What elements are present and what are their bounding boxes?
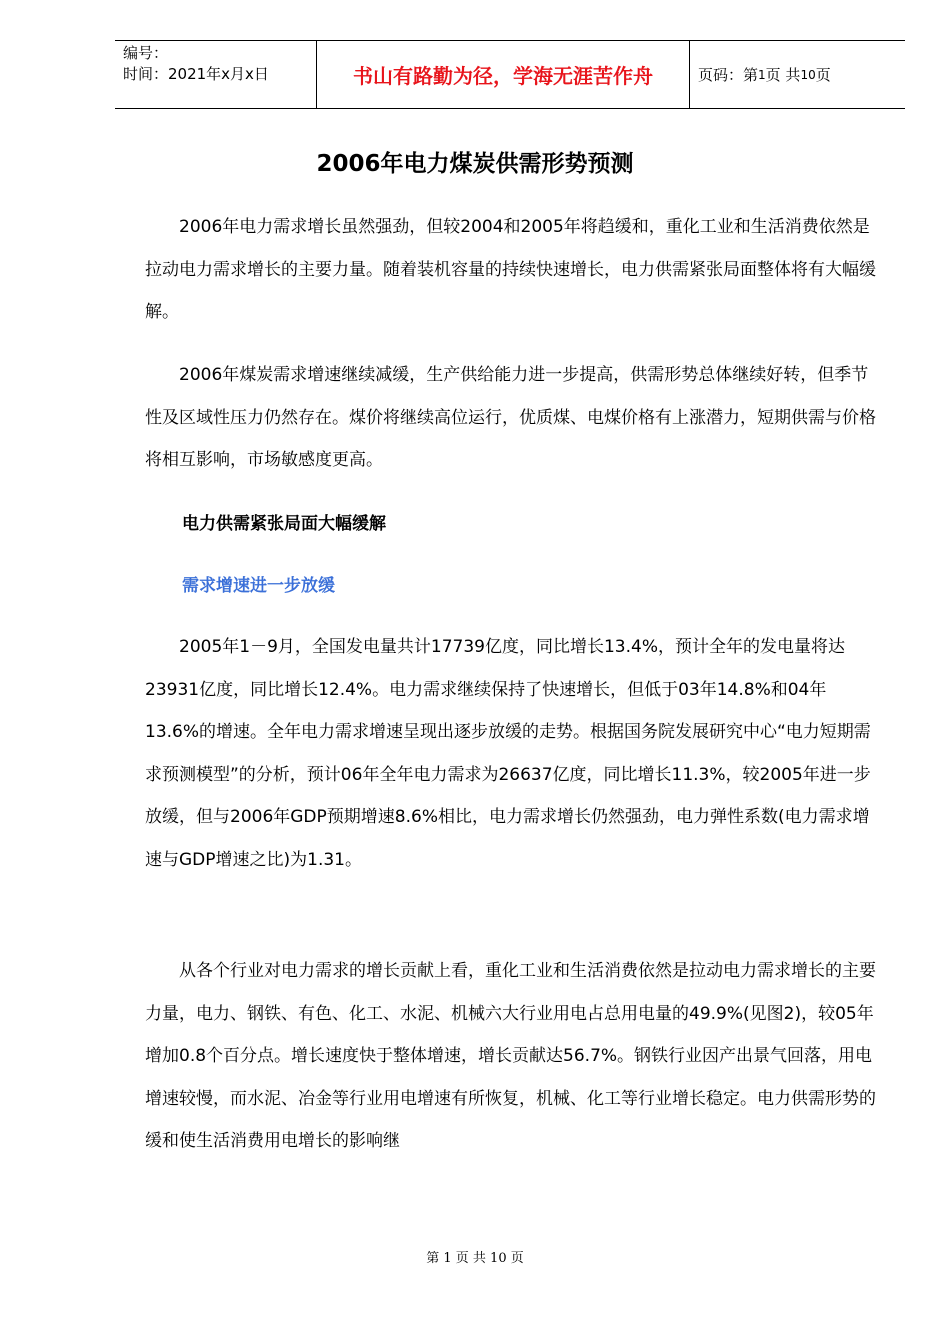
page-suffix: 页 bbox=[815, 66, 831, 84]
page-footer: 第 1 页 共 10 页 bbox=[426, 1251, 524, 1266]
document-title: 2006年电力煤炭供需形势预测 bbox=[316, 151, 634, 177]
paragraph-intro-power: 2006年电力需求增长虽然强劲，但较2004和2005年将趋缓和，重化工业和生活消费依然是拉动电力需求增长的主要力量。随着装机容量的持续快速增长，电力供需紧张局面整体将有大幅缓解。 bbox=[145, 217, 876, 323]
number-label: 编号： bbox=[123, 44, 169, 62]
header-page-info bbox=[690, 41, 905, 108]
section-heading: 电力供需紧张局面大幅缓解 bbox=[182, 514, 386, 534]
page-total: 10 bbox=[800, 67, 816, 82]
page-middle: 页 共 bbox=[765, 66, 801, 84]
time-label: 时间：2021年x月x日 bbox=[123, 65, 269, 83]
document-header bbox=[115, 40, 905, 109]
subsection-heading: 需求增速进一步放缓 bbox=[182, 576, 335, 596]
page-current: 1 bbox=[758, 67, 766, 82]
header-motto: 书山有路勤为径，学海无涯苦作舟 bbox=[316, 41, 690, 108]
paragraph-demand: 2005年1－9月，全国发电量共计17739亿度，同比增长13.4%，预计全年的发电量将达23931亿度，同比增长12.4%。电力需求继续保持了快速增长，但低于03年14.8%和04年13.6%的增速。全年电力需求增速呈现出逐步放缓的走势。根据国务院发展研究中心“电力短期需求预测模型”的分析，预计06年全年电力需求为26637亿度，同比增长11.3%，较2005年进一步放缓，但与2006年GDP预期增速8.6%相比，电力需求增长仍然强劲，电力弹性系数(电力需求增速与GDP增速之比)为1.31。 bbox=[145, 637, 871, 870]
page-prefix: 页码：第 bbox=[698, 66, 759, 84]
paragraph-industry: 从各个行业对电力需求的增长贡献上看，重化工业和生活消费依然是拉动电力需求增长的主要力量，电力、钢铁、有色、化工、水泥、机械六大行业用电占总用电量的49.9%(见图2)，较05年增加0.8个百分点。增长速度快于整体增速，增长贡献达56.7%。钢铁行业因产出景气回落，用电增速较慢，而水泥、冶金等行业用电增速有所恢复，机械、化工等行业增长稳定。电力供需形势的缓和使生活消费用电增长的影响继 bbox=[145, 961, 876, 1152]
paragraph-intro-coal: 2006年煤炭需求增速继续减缓，生产供给能力进一步提高，供需形势总体继续好转，但季节性及区域性压力仍然存在。煤价将继续高位运行，优质煤、电煤价格有上涨潜力，短期供需与价格将相互影响，市场敏感度更高。 bbox=[145, 365, 876, 471]
header-meta bbox=[115, 41, 316, 108]
